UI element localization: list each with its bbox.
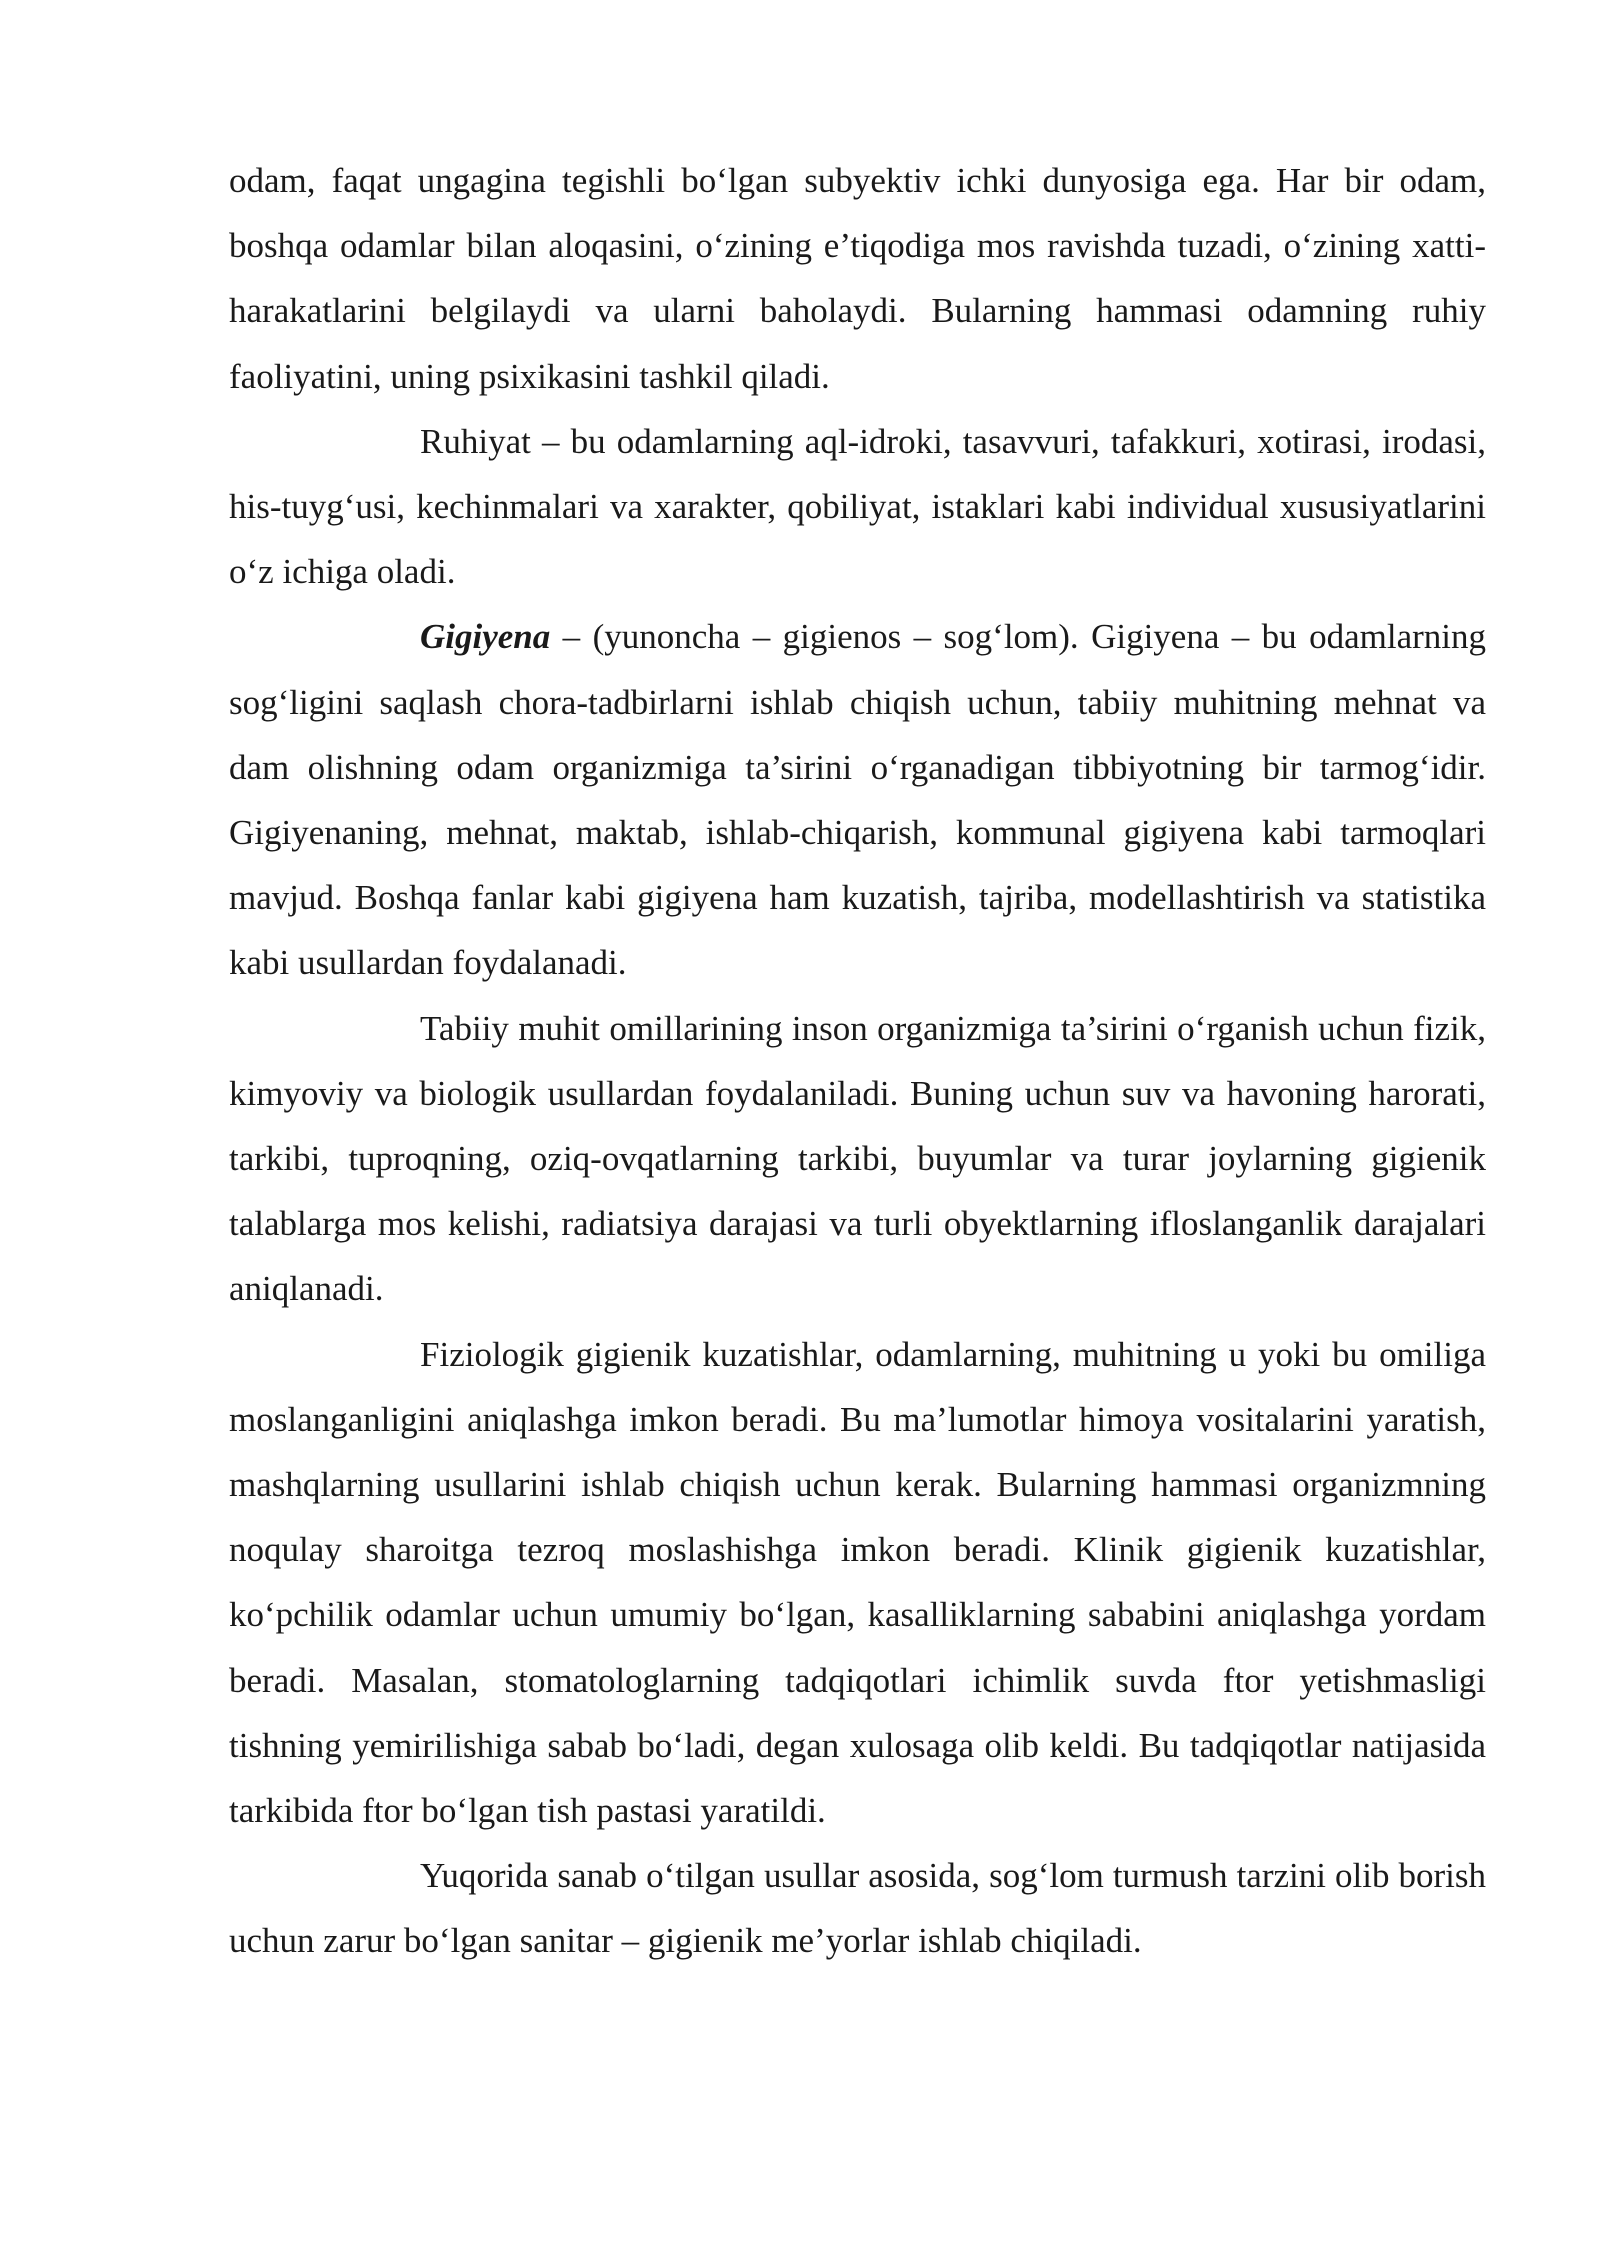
- document-body: [229, 148, 1486, 1974]
- paragraph-sanitary-norms: Yuqorida sanab o‘tilgan usullar asosida, sog‘lom turmush tarzini olib borish uchun zarur bo‘lgan sanitar – gigienik me’yorlar ishlab chiqiladi.: [229, 1856, 1486, 1961]
- paragraph-ruhiyat: Ruhiyat – bu odamlarning aql-idroki, tasavvuri, tafakkuri, xotirasi, irodasi, his-tuyg‘usi, kechinmalari va xarakter, qobiliyat, istaklari kabi individual xususiyatlarini o‘z ichiga oladi.: [229, 421, 1486, 592]
- paragraph-gigiyena-definition: [229, 604, 1486, 995]
- gigiyena-definition-text: – (yunoncha – gigienos – sog‘lom). Gigiyena – bu odamlarning sog‘ligini saqlash chora-tadbirlarni ishlab chiqish uchun, tabiiy muhitning mehnat va dam olishning odam organizmiga ta’sirini o‘rganadigan tibbiyotning bir tarmog‘idir. Gigiyenaning, mehnat, maktab, ishlab-chiqarish, kommunal gigiyena kabi tarmoqlari mavjud. Boshqa fanlar kabi gigiyena ham kuzatish, tajriba, modellashtirish va statistika kabi usullardan foydalanadi.: [229, 617, 1486, 983]
- paragraph-environment-methods: Tabiiy muhit omillarining inson organizmiga ta’sirini o‘rganish uchun fizik, kimyoviy va biologik usullardan foydalaniladi. Buning uchun suv va havoning harorati, tarkibi, tuproqning, oziq-ovqatlarning tarkibi, buyumlar va turar joylarning gigienik talablarga mos kelishi, radiatsiya darajasi va turli obyektlarning ifloslanganlik darajalari aniqlanadi.: [229, 1008, 1486, 1309]
- paragraph-subjective-world: odam, faqat ungagina tegishli bo‘lgan subyektiv ichki dunyosiga ega. Har bir odam, boshqa odamlar bilan aloqasini, o‘zining e’tiqodiga mos ravishda tuzadi, o‘zining xatti-harakatlarini belgilaydi va ularni baholaydi. Bularning hammasi odamning ruhiy faoliyatini, uning psixikasini tashkil qiladi.: [229, 161, 1486, 396]
- paragraph-physiological-observations: Fiziologik gigienik kuzatishlar, odamlarning, muhitning u yoki bu omiliga moslanganligini aniqlashga imkon beradi. Bu ma’lumotlar himoya vositalarini yaratish, mashqlarning usullarini ishlab chiqish uchun kerak. Bularning hammasi organizmning noqulay sharoitga tezroq moslashishga imkon beradi. Klinik gigienik kuzatishlar, ko‘pchilik odamlar uchun umumiy bo‘lgan, kasalliklarning sababini aniqlashga yordam beradi. Masalan, stomatologlarning tadqiqotlari ichimlik suvda ftor yetishmasligi tishning yemirilishiga sabab bo‘ladi, degan xulosaga olib keldi. Bu tadqiqotlar natijasida tarkibida ftor bo‘lgan tish pastasi yaratildi.: [229, 1334, 1486, 1831]
- term-gigiyena: Gigiyena: [420, 617, 551, 657]
